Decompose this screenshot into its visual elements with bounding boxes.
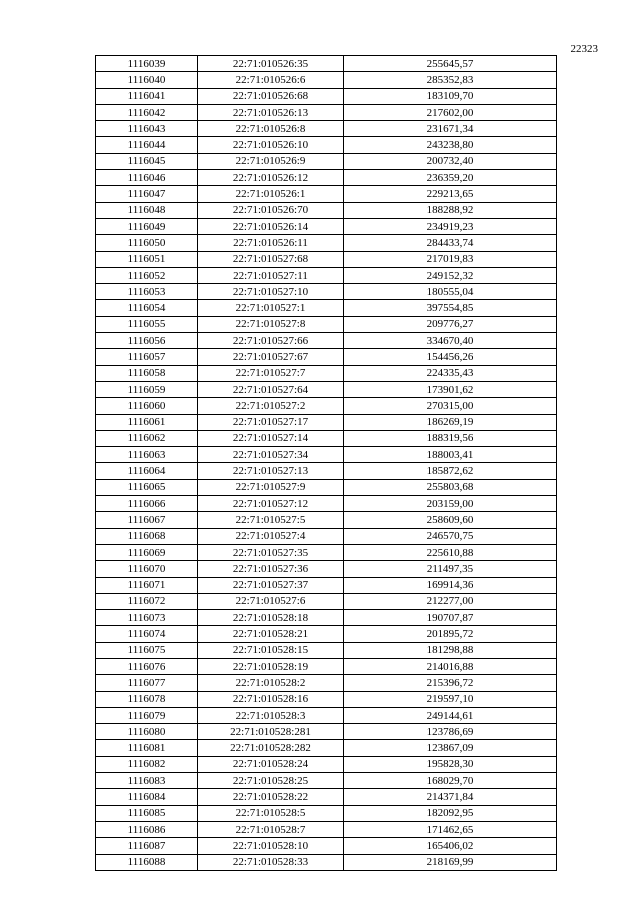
record-number-cell: 1116047 xyxy=(96,186,198,202)
record-number-cell: 1116080 xyxy=(96,724,198,740)
cadastral-value-cell: 201895,72 xyxy=(344,626,557,642)
table-row xyxy=(96,707,557,723)
record-number-cell: 1116042 xyxy=(96,104,198,120)
record-number-cell: 1116041 xyxy=(96,88,198,104)
cadastral-value-cell: 188319,56 xyxy=(344,430,557,446)
record-number-cell: 1116065 xyxy=(96,479,198,495)
table-row xyxy=(96,170,557,186)
cadastral-number-cell: 22:71:010527:13 xyxy=(198,463,344,479)
cadastral-value-cell: 203159,00 xyxy=(344,496,557,512)
table-row xyxy=(96,463,557,479)
record-number-cell: 1116085 xyxy=(96,805,198,821)
cadastral-value-cell: 285352,83 xyxy=(344,72,557,88)
cadastral-number-cell: 22:71:010528:25 xyxy=(198,773,344,789)
table-row xyxy=(96,854,557,870)
record-number-cell: 1116066 xyxy=(96,496,198,512)
cadastral-number-cell: 22:71:010528:10 xyxy=(198,838,344,854)
record-number-cell: 1116075 xyxy=(96,642,198,658)
cadastral-value-cell: 224335,43 xyxy=(344,365,557,381)
cadastral-value-cell: 212277,00 xyxy=(344,593,557,609)
cadastral-value-cell: 234919,23 xyxy=(344,218,557,234)
record-number-cell: 1116084 xyxy=(96,789,198,805)
record-number-cell: 1116049 xyxy=(96,218,198,234)
cadastral-value-cell: 168029,70 xyxy=(344,773,557,789)
record-number-cell: 1116070 xyxy=(96,561,198,577)
cadastral-number-cell: 22:71:010526:68 xyxy=(198,88,344,104)
record-number-cell: 1116068 xyxy=(96,528,198,544)
cadastral-number-cell: 22:71:010528:22 xyxy=(198,789,344,805)
cadastral-value-cell: 236359,20 xyxy=(344,170,557,186)
cadastral-value-cell: 195828,30 xyxy=(344,756,557,772)
record-number-cell: 1116081 xyxy=(96,740,198,756)
table-row xyxy=(96,626,557,642)
table-row xyxy=(96,186,557,202)
cadastral-value-cell: 188003,41 xyxy=(344,447,557,463)
table-row xyxy=(96,104,557,120)
cadastral-number-cell: 22:71:010527:1 xyxy=(198,300,344,316)
record-number-cell: 1116050 xyxy=(96,235,198,251)
table-row xyxy=(96,202,557,218)
cadastral-number-cell: 22:71:010528:3 xyxy=(198,707,344,723)
table-row xyxy=(96,561,557,577)
record-number-cell: 1116039 xyxy=(96,56,198,72)
record-number-cell: 1116076 xyxy=(96,658,198,674)
cadastral-value-cell: 188288,92 xyxy=(344,202,557,218)
cadastral-value-cell: 397554,85 xyxy=(344,300,557,316)
cadastral-number-cell: 22:71:010527:2 xyxy=(198,398,344,414)
cadastral-number-cell: 22:71:010528:7 xyxy=(198,821,344,837)
table-row xyxy=(96,658,557,674)
cadastral-number-cell: 22:71:010528:2 xyxy=(198,675,344,691)
cadastral-number-cell: 22:71:010526:10 xyxy=(198,137,344,153)
table-row xyxy=(96,316,557,332)
record-number-cell: 1116072 xyxy=(96,593,198,609)
cadastral-value-cell: 182092,95 xyxy=(344,805,557,821)
record-number-cell: 1116071 xyxy=(96,577,198,593)
table-row xyxy=(96,756,557,772)
cadastral-number-cell: 22:71:010528:5 xyxy=(198,805,344,821)
cadastral-number-cell: 22:71:010527:8 xyxy=(198,316,344,332)
cadastral-number-cell: 22:71:010528:282 xyxy=(198,740,344,756)
table-row xyxy=(96,56,557,72)
registry-table xyxy=(95,55,557,871)
cadastral-number-cell: 22:71:010527:36 xyxy=(198,561,344,577)
table-row xyxy=(96,267,557,283)
record-number-cell: 1116087 xyxy=(96,838,198,854)
cadastral-value-cell: 123867,09 xyxy=(344,740,557,756)
cadastral-number-cell: 22:71:010527:5 xyxy=(198,512,344,528)
record-number-cell: 1116056 xyxy=(96,333,198,349)
cadastral-number-cell: 22:71:010527:35 xyxy=(198,544,344,560)
cadastral-value-cell: 231671,34 xyxy=(344,121,557,137)
cadastral-number-cell: 22:71:010528:281 xyxy=(198,724,344,740)
cadastral-value-cell: 249152,32 xyxy=(344,267,557,283)
cadastral-value-cell: 180555,04 xyxy=(344,284,557,300)
cadastral-number-cell: 22:71:010528:15 xyxy=(198,642,344,658)
cadastral-number-cell: 22:71:010528:21 xyxy=(198,626,344,642)
table-row xyxy=(96,479,557,495)
cadastral-value-cell: 209776,27 xyxy=(344,316,557,332)
record-number-cell: 1116069 xyxy=(96,544,198,560)
table-row xyxy=(96,235,557,251)
cadastral-number-cell: 22:71:010526:12 xyxy=(198,170,344,186)
table-row xyxy=(96,593,557,609)
table-row xyxy=(96,251,557,267)
table-row xyxy=(96,724,557,740)
cadastral-value-cell: 334670,40 xyxy=(344,333,557,349)
table-row xyxy=(96,447,557,463)
cadastral-number-cell: 22:71:010527:4 xyxy=(198,528,344,544)
cadastral-value-cell: 270315,00 xyxy=(344,398,557,414)
record-number-cell: 1116044 xyxy=(96,137,198,153)
table-row xyxy=(96,805,557,821)
table-row xyxy=(96,789,557,805)
cadastral-value-cell: 258609,60 xyxy=(344,512,557,528)
cadastral-number-cell: 22:71:010527:6 xyxy=(198,593,344,609)
cadastral-value-cell: 200732,40 xyxy=(344,153,557,169)
cadastral-number-cell: 22:71:010526:9 xyxy=(198,153,344,169)
record-number-cell: 1116046 xyxy=(96,170,198,186)
cadastral-value-cell: 284433,74 xyxy=(344,235,557,251)
table-row xyxy=(96,218,557,234)
table-row xyxy=(96,838,557,854)
record-number-cell: 1116073 xyxy=(96,610,198,626)
record-number-cell: 1116078 xyxy=(96,691,198,707)
table-row xyxy=(96,72,557,88)
record-number-cell: 1116051 xyxy=(96,251,198,267)
cadastral-value-cell: 215396,72 xyxy=(344,675,557,691)
cadastral-value-cell: 186269,19 xyxy=(344,414,557,430)
record-number-cell: 1116077 xyxy=(96,675,198,691)
table-row xyxy=(96,496,557,512)
record-number-cell: 1116040 xyxy=(96,72,198,88)
cadastral-number-cell: 22:71:010527:66 xyxy=(198,333,344,349)
table-row xyxy=(96,691,557,707)
cadastral-number-cell: 22:71:010526:1 xyxy=(198,186,344,202)
record-number-cell: 1116063 xyxy=(96,447,198,463)
cadastral-value-cell: 185872,62 xyxy=(344,463,557,479)
cadastral-number-cell: 22:71:010526:6 xyxy=(198,72,344,88)
cadastral-number-cell: 22:71:010528:16 xyxy=(198,691,344,707)
table-row xyxy=(96,300,557,316)
table-row xyxy=(96,381,557,397)
cadastral-value-cell: 214371,84 xyxy=(344,789,557,805)
cadastral-number-cell: 22:71:010526:11 xyxy=(198,235,344,251)
cadastral-value-cell: 173901,62 xyxy=(344,381,557,397)
cadastral-number-cell: 22:71:010526:14 xyxy=(198,218,344,234)
cadastral-number-cell: 22:71:010526:35 xyxy=(198,56,344,72)
record-number-cell: 1116064 xyxy=(96,463,198,479)
record-number-cell: 1116045 xyxy=(96,153,198,169)
record-number-cell: 1116060 xyxy=(96,398,198,414)
cadastral-value-cell: 181298,88 xyxy=(344,642,557,658)
table-row xyxy=(96,512,557,528)
table-row xyxy=(96,88,557,104)
cadastral-number-cell: 22:71:010526:70 xyxy=(198,202,344,218)
record-number-cell: 1116054 xyxy=(96,300,198,316)
table-row xyxy=(96,528,557,544)
cadastral-value-cell: 255803,68 xyxy=(344,479,557,495)
cadastral-number-cell: 22:71:010527:7 xyxy=(198,365,344,381)
table-row xyxy=(96,577,557,593)
cadastral-number-cell: 22:71:010528:33 xyxy=(198,854,344,870)
record-number-cell: 1116053 xyxy=(96,284,198,300)
record-number-cell: 1116059 xyxy=(96,381,198,397)
cadastral-value-cell: 249144,61 xyxy=(344,707,557,723)
record-number-cell: 1116074 xyxy=(96,626,198,642)
record-number-cell: 1116082 xyxy=(96,756,198,772)
cadastral-value-cell: 225610,88 xyxy=(344,544,557,560)
cadastral-number-cell: 22:71:010527:37 xyxy=(198,577,344,593)
table-row xyxy=(96,121,557,137)
table-row xyxy=(96,821,557,837)
record-number-cell: 1116079 xyxy=(96,707,198,723)
table-row xyxy=(96,740,557,756)
record-number-cell: 1116062 xyxy=(96,430,198,446)
cadastral-value-cell: 165406,02 xyxy=(344,838,557,854)
cadastral-number-cell: 22:71:010527:68 xyxy=(198,251,344,267)
table-row xyxy=(96,642,557,658)
cadastral-value-cell: 211497,35 xyxy=(344,561,557,577)
table-row xyxy=(96,284,557,300)
cadastral-number-cell: 22:71:010527:10 xyxy=(198,284,344,300)
table-row xyxy=(96,349,557,365)
record-number-cell: 1116061 xyxy=(96,414,198,430)
cadastral-number-cell: 22:71:010527:17 xyxy=(198,414,344,430)
cadastral-number-cell: 22:71:010527:67 xyxy=(198,349,344,365)
registry-table-body xyxy=(96,56,557,871)
cadastral-value-cell: 123786,69 xyxy=(344,724,557,740)
cadastral-number-cell: 22:71:010527:12 xyxy=(198,496,344,512)
page-number: 22323 xyxy=(570,43,598,55)
cadastral-number-cell: 22:71:010526:8 xyxy=(198,121,344,137)
cadastral-value-cell: 169914,36 xyxy=(344,577,557,593)
table-row xyxy=(96,398,557,414)
cadastral-value-cell: 243238,80 xyxy=(344,137,557,153)
table-row xyxy=(96,675,557,691)
cadastral-number-cell: 22:71:010527:34 xyxy=(198,447,344,463)
record-number-cell: 1116057 xyxy=(96,349,198,365)
record-number-cell: 1116048 xyxy=(96,202,198,218)
table-row xyxy=(96,430,557,446)
cadastral-value-cell: 246570,75 xyxy=(344,528,557,544)
cadastral-number-cell: 22:71:010528:24 xyxy=(198,756,344,772)
record-number-cell: 1116083 xyxy=(96,773,198,789)
table-row xyxy=(96,333,557,349)
table-row xyxy=(96,414,557,430)
record-number-cell: 1116052 xyxy=(96,267,198,283)
table-row xyxy=(96,544,557,560)
record-number-cell: 1116067 xyxy=(96,512,198,528)
cadastral-value-cell: 229213,65 xyxy=(344,186,557,202)
table-row xyxy=(96,137,557,153)
cadastral-number-cell: 22:71:010527:11 xyxy=(198,267,344,283)
cadastral-value-cell: 217019,83 xyxy=(344,251,557,267)
cadastral-value-cell: 255645,57 xyxy=(344,56,557,72)
cadastral-value-cell: 214016,88 xyxy=(344,658,557,674)
cadastral-number-cell: 22:71:010527:64 xyxy=(198,381,344,397)
cadastral-value-cell: 219597,10 xyxy=(344,691,557,707)
cadastral-number-cell: 22:71:010528:19 xyxy=(198,658,344,674)
cadastral-value-cell: 217602,00 xyxy=(344,104,557,120)
cadastral-value-cell: 183109,70 xyxy=(344,88,557,104)
record-number-cell: 1116043 xyxy=(96,121,198,137)
cadastral-number-cell: 22:71:010526:13 xyxy=(198,104,344,120)
table-row xyxy=(96,773,557,789)
cadastral-value-cell: 154456,26 xyxy=(344,349,557,365)
table-row xyxy=(96,365,557,381)
table-row xyxy=(96,153,557,169)
record-number-cell: 1116086 xyxy=(96,821,198,837)
record-number-cell: 1116058 xyxy=(96,365,198,381)
table-row xyxy=(96,610,557,626)
cadastral-number-cell: 22:71:010527:14 xyxy=(198,430,344,446)
cadastral-value-cell: 190707,87 xyxy=(344,610,557,626)
cadastral-value-cell: 171462,65 xyxy=(344,821,557,837)
cadastral-number-cell: 22:71:010528:18 xyxy=(198,610,344,626)
cadastral-value-cell: 218169,99 xyxy=(344,854,557,870)
cadastral-number-cell: 22:71:010527:9 xyxy=(198,479,344,495)
record-number-cell: 1116088 xyxy=(96,854,198,870)
record-number-cell: 1116055 xyxy=(96,316,198,332)
